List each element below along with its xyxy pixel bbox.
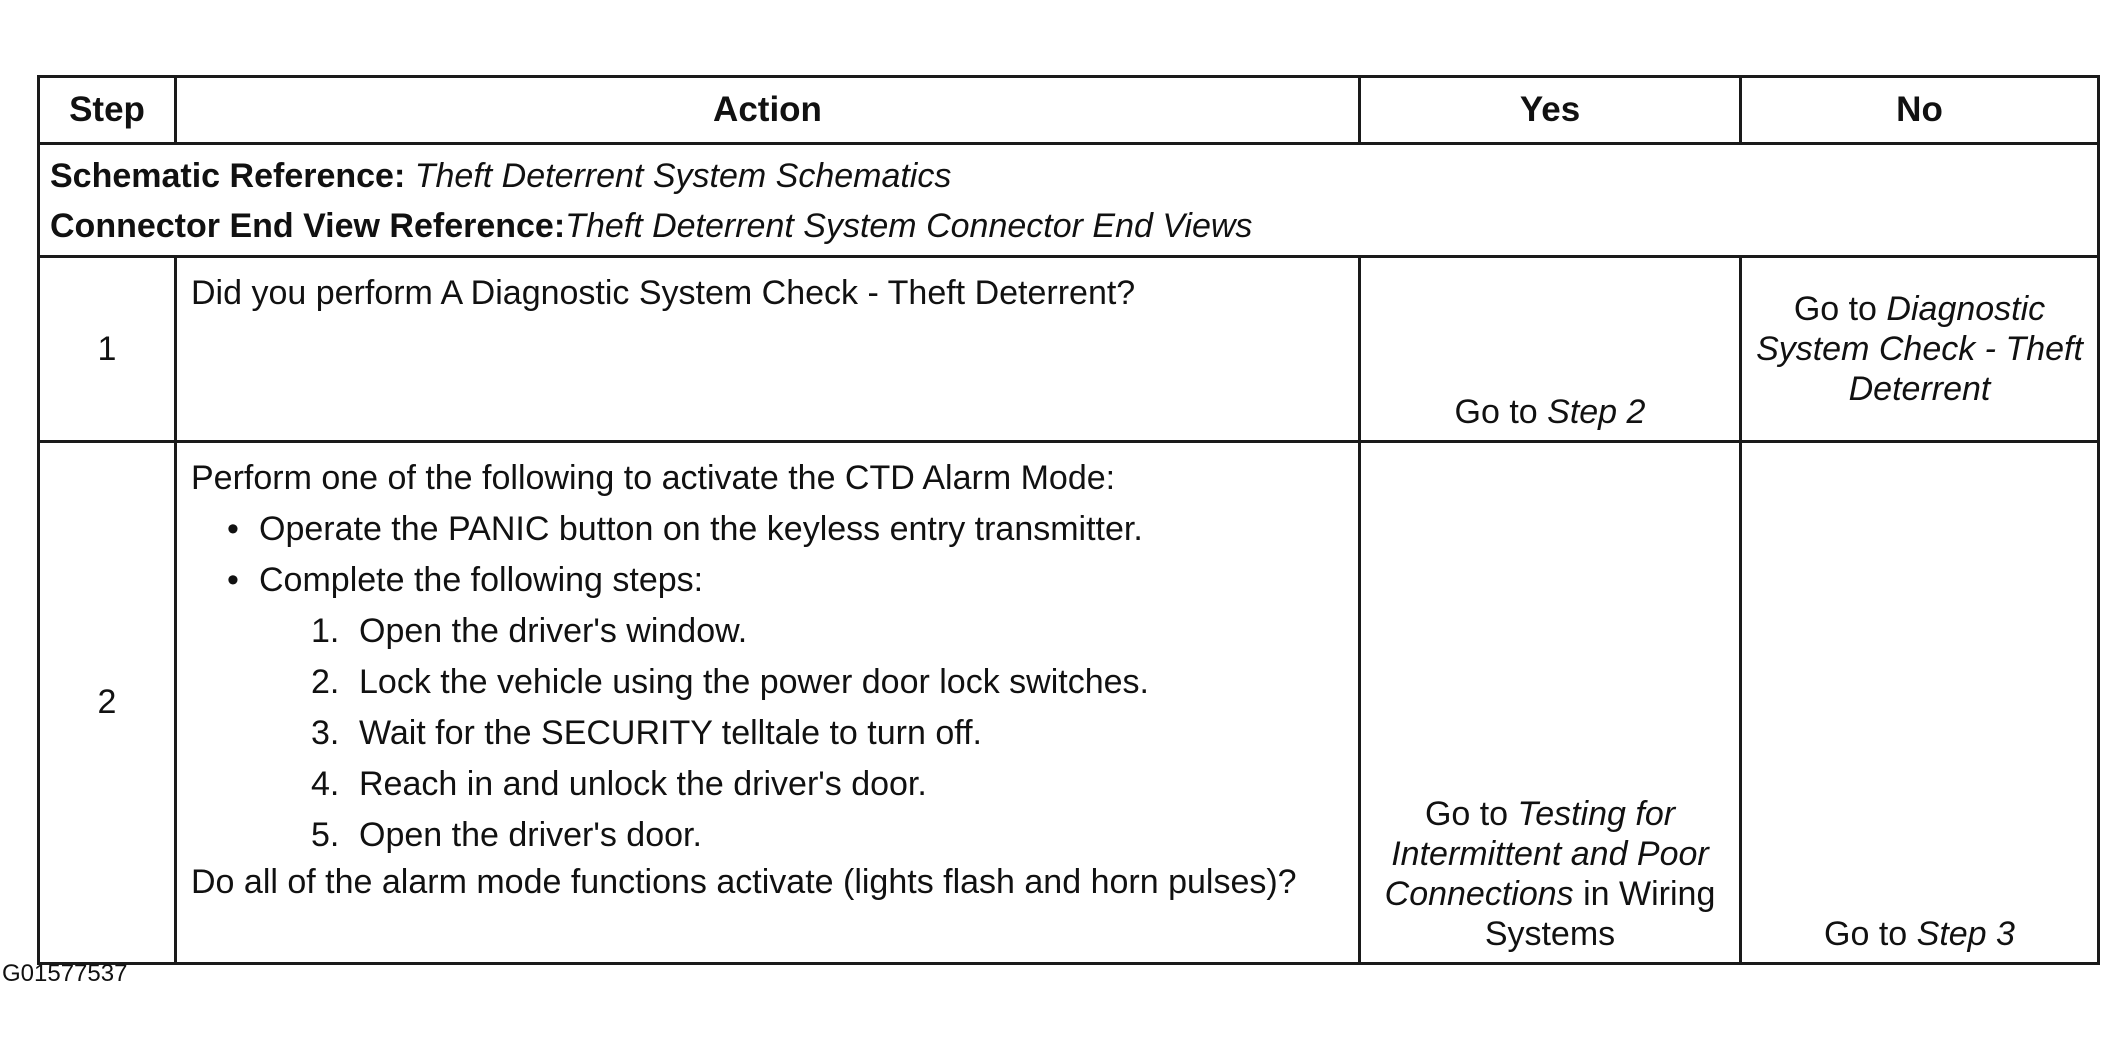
yes-prefix: Go to bbox=[1424, 795, 1518, 833]
action-text: Did you perform A Diagnostic System Check - Theft Deterrent? bbox=[191, 274, 1136, 312]
table-header-row bbox=[39, 77, 2099, 144]
reference-cell bbox=[39, 144, 2099, 257]
reference-row bbox=[39, 144, 2099, 257]
substep-text: Wait for the SECURITY telltale to turn off. bbox=[359, 714, 982, 752]
header-step: Step bbox=[39, 77, 176, 144]
bullet-item: • Operate the PANIC button on the keyless entry transmitter. bbox=[191, 504, 1346, 555]
header-action: Action bbox=[176, 77, 1360, 144]
table-row bbox=[39, 442, 2099, 964]
header-no: No bbox=[1741, 77, 2099, 144]
yes-link[interactable]: Step 2 bbox=[1547, 393, 1646, 431]
substep-number: 3. bbox=[311, 714, 340, 752]
bullet-item: • Complete the following steps: bbox=[191, 555, 1346, 606]
no-prefix: Go to bbox=[1824, 915, 1917, 953]
no-cell bbox=[1741, 257, 2099, 442]
yes-cell bbox=[1360, 257, 1741, 442]
no-link[interactable]: Step 3 bbox=[1916, 915, 2015, 953]
action-question: Do all of the alarm mode functions activate (lights flash and horn pulses)? bbox=[191, 863, 1297, 901]
substep-number: 1. bbox=[311, 612, 340, 650]
diagnostic-table bbox=[37, 75, 2100, 965]
schematic-reference-label: Schematic Reference: bbox=[50, 157, 406, 195]
substep-text: Open the driver's door. bbox=[359, 816, 702, 854]
substep-number: 5. bbox=[311, 816, 340, 854]
header-yes: Yes bbox=[1360, 77, 1741, 144]
yes-prefix: Go to bbox=[1454, 393, 1548, 431]
action-cell bbox=[176, 442, 1360, 964]
connector-reference bbox=[50, 201, 2087, 251]
schematic-reference bbox=[50, 151, 2087, 201]
yes-link[interactable]: Testing for Intermittent and Poor Connections bbox=[1384, 795, 1709, 913]
substep-item bbox=[191, 606, 1346, 657]
figure-id: G01577537 bbox=[2, 960, 128, 987]
step-number: 2 bbox=[39, 442, 176, 964]
step-number: 1 bbox=[39, 257, 176, 442]
substep-item bbox=[191, 759, 1346, 810]
table-row bbox=[39, 257, 2099, 442]
no-prefix: Go to bbox=[1793, 290, 1887, 328]
connector-reference-label: Connector End View Reference: bbox=[50, 207, 566, 245]
substep-item bbox=[191, 810, 1346, 861]
yes-suffix: in Wiring Systems bbox=[1484, 875, 1716, 953]
substep-number: 2. bbox=[311, 663, 340, 701]
substep-text: Reach in and unlock the driver's door. bbox=[359, 765, 927, 803]
yes-cell bbox=[1360, 442, 1741, 964]
substep-item bbox=[191, 657, 1346, 708]
connector-reference-link[interactable]: Theft Deterrent System Connector End Views bbox=[565, 207, 1253, 245]
no-cell bbox=[1741, 442, 2099, 964]
substep-text: Open the driver's window. bbox=[359, 612, 748, 650]
no-link[interactable]: Diagnostic System Check - Theft Deterrent bbox=[1756, 290, 2083, 408]
substep-item bbox=[191, 708, 1346, 759]
action-intro: Perform one of the following to activate the CTD Alarm Mode: bbox=[191, 459, 1116, 497]
schematic-reference-link[interactable]: Theft Deterrent System Schematics bbox=[414, 157, 952, 195]
action-cell bbox=[176, 257, 1360, 442]
substep-number: 4. bbox=[311, 765, 340, 803]
substep-text: Lock the vehicle using the power door lock switches. bbox=[359, 663, 1149, 701]
